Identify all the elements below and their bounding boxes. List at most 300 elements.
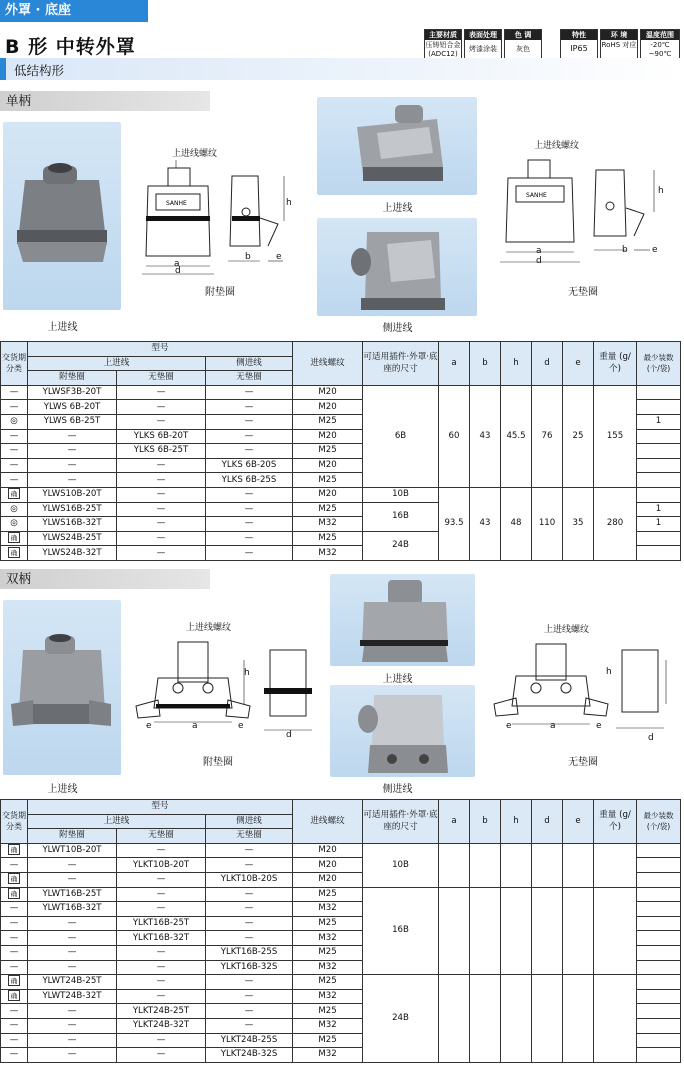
model-with-gasket: YLWT16B-32T (28, 902, 117, 917)
attr-color: 色 调 灰色 (504, 29, 542, 59)
dim-h-3: h (244, 668, 250, 678)
min-qty-cell (637, 872, 681, 887)
fit-size-cell: 24B (363, 531, 439, 560)
stock-mark: — (9, 932, 19, 943)
th-no-gasket-2: 无垫圈 (117, 829, 206, 844)
weight-cell: 280 (594, 487, 637, 560)
min-qty-cell (637, 1004, 681, 1019)
stock-mark: — (9, 445, 19, 456)
dim-h-cell: 45.5 (501, 385, 532, 487)
caption-single-top-entry: 上进线 (47, 322, 78, 333)
th-e-2: e (563, 800, 594, 844)
stock-mark: — (9, 961, 19, 972)
model-no-gasket: — (117, 385, 206, 400)
model-side-no-gasket: YLKT16B-25S (206, 945, 293, 960)
model-side-no-gasket: — (206, 444, 293, 459)
model-with-gasket: — (28, 945, 117, 960)
stock-cell (1, 902, 28, 917)
attr-material: 主要材质 压铸铝合金 (ADC12) (425, 31, 461, 58)
stock-cell (1, 931, 28, 946)
model-side-no-gasket: — (206, 502, 293, 517)
stock-cell (1, 546, 28, 561)
model-with-gasket: YLWS24B-25T (28, 531, 117, 546)
thread-cell: M20 (293, 400, 363, 415)
model-side-no-gasket: YLKT16B-32S (206, 960, 293, 975)
stock-cell (1, 487, 28, 502)
dim-d-cell (532, 975, 563, 1063)
svg-text:SANHE: SANHE (526, 192, 547, 199)
thread-cell: M20 (293, 487, 363, 502)
stock-mark: 确 (8, 873, 20, 884)
label-thread-4: 上进线螺纹 (544, 625, 590, 635)
th-e: e (563, 342, 594, 386)
thread-cell: M32 (293, 931, 363, 946)
th-d-2: d (532, 800, 563, 844)
model-with-gasket: YLWS 6B-20T (28, 400, 117, 415)
model-no-gasket: — (117, 1048, 206, 1063)
model-side-no-gasket: — (206, 916, 293, 931)
model-side-no-gasket: — (206, 385, 293, 400)
model-side-no-gasket: — (206, 517, 293, 532)
dim-h-cell (501, 975, 532, 1063)
model-side-no-gasket: — (206, 1018, 293, 1033)
stock-mark: — (9, 460, 19, 471)
fit-size-cell: 16B (363, 887, 439, 975)
fit-size-cell: 6B (363, 385, 439, 487)
photo-single-side-entry (317, 218, 477, 316)
thread-cell: M32 (293, 517, 363, 532)
th-model: 型号 (28, 342, 293, 357)
th-stock-2: 交货期分类 (1, 800, 28, 844)
model-no-gasket: — (117, 887, 206, 902)
thread-cell: M25 (293, 887, 363, 902)
model-no-gasket: YLKT10B-20T (117, 858, 206, 873)
stock-mark: 确 (8, 547, 20, 558)
fit-size-cell: 16B (363, 502, 439, 531)
thread-cell: M25 (293, 414, 363, 429)
fit-size-cell: 10B (363, 487, 439, 502)
stock-cell (1, 887, 28, 902)
model-side-no-gasket: YLKS 6B-25S (206, 473, 293, 488)
model-no-gasket: — (117, 960, 206, 975)
th-b: b (470, 342, 501, 386)
min-qty-cell (637, 843, 681, 858)
thread-cell: M25 (293, 502, 363, 517)
weight-cell: 155 (594, 385, 637, 487)
model-no-gasket: — (117, 902, 206, 917)
model-with-gasket: YLWS16B-32T (28, 517, 117, 532)
model-side-no-gasket: — (206, 887, 293, 902)
drawing-double-with-gasket (128, 620, 328, 750)
th-no-gasket-side-2: 无垫圈 (206, 829, 293, 844)
stock-cell (1, 1004, 28, 1019)
model-with-gasket: — (28, 931, 117, 946)
table-double (0, 799, 681, 1063)
thread-cell: M32 (293, 960, 363, 975)
label-thread-1: 上进线螺纹 (172, 149, 218, 159)
th-d: d (532, 342, 563, 386)
th-h-2: h (501, 800, 532, 844)
min-qty-cell (637, 487, 681, 502)
dim-b-cell: 43 (470, 487, 501, 560)
stock-mark: ◎ (10, 518, 18, 529)
dim-a-cell (439, 975, 470, 1063)
min-qty-cell (637, 429, 681, 444)
stock-cell (1, 1048, 28, 1063)
min-qty-cell (637, 975, 681, 990)
dim-h-4: h (606, 667, 612, 677)
min-qty-cell (637, 1048, 681, 1063)
model-side-no-gasket: — (206, 858, 293, 873)
model-side-no-gasket: — (206, 429, 293, 444)
th-no-gasket-side: 无垫圈 (206, 371, 293, 386)
model-no-gasket: — (117, 502, 206, 517)
dim-e-4b: e (596, 721, 602, 731)
svg-text:SANHE: SANHE (166, 200, 187, 207)
min-qty-cell (637, 1018, 681, 1033)
model-side-no-gasket: — (206, 1004, 293, 1019)
th-thread: 进线螺纹 (293, 342, 363, 386)
thread-cell: M25 (293, 444, 363, 459)
dim-b-cell: 43 (470, 385, 501, 487)
model-no-gasket: — (117, 531, 206, 546)
model-side-no-gasket: YLKS 6B-20S (206, 458, 293, 473)
model-side-no-gasket: YLKT24B-32S (206, 1048, 293, 1063)
min-qty-cell (637, 1033, 681, 1048)
stock-mark: 确 (8, 990, 20, 1001)
stock-mark: — (9, 387, 19, 398)
min-qty-cell: 1 (637, 502, 681, 517)
dim-b-cell (470, 843, 501, 887)
stock-cell (1, 1033, 28, 1048)
model-with-gasket: YLWS 6B-25T (28, 414, 117, 429)
stock-mark: — (9, 1049, 19, 1060)
stock-mark: — (9, 947, 19, 958)
min-qty-cell (637, 960, 681, 975)
model-side-no-gasket: — (206, 975, 293, 990)
stock-cell (1, 531, 28, 546)
caption-side-entry: 侧进线 (382, 323, 413, 334)
subtitle-bar (0, 58, 684, 80)
dim-e-cell (563, 975, 594, 1063)
stock-mark: 确 (8, 888, 20, 899)
stock-mark: — (9, 401, 19, 412)
model-no-gasket: — (117, 487, 206, 502)
attr-feature: 特性 IP65 (560, 29, 598, 59)
thread-cell: M20 (293, 858, 363, 873)
section-double-title: 双柄 (0, 569, 210, 589)
model-with-gasket: YLWSF3B-20T (28, 385, 117, 400)
dim-e-3b: e (238, 721, 244, 731)
th-top-2: 上进线 (28, 814, 206, 829)
model-no-gasket: YLKT24B-32T (117, 1018, 206, 1033)
dim-e-cell (563, 843, 594, 887)
thread-cell: M25 (293, 531, 363, 546)
model-no-gasket: YLKS 6B-25T (117, 444, 206, 459)
subtitle: 低结构形 (14, 63, 65, 78)
weight-cell (594, 843, 637, 887)
model-with-gasket: — (28, 1033, 117, 1048)
dim-a-cell: 60 (439, 385, 470, 487)
thread-cell: M20 (293, 429, 363, 444)
model-with-gasket: — (28, 1048, 117, 1063)
section-single-title: 单柄 (0, 91, 210, 111)
caption-top-entry-3: 上进线 (382, 674, 413, 685)
stock-cell (1, 502, 28, 517)
model-with-gasket: YLWS10B-20T (28, 487, 117, 502)
th-no-gasket: 无垫圈 (117, 371, 206, 386)
model-side-no-gasket: YLKT10B-20S (206, 872, 293, 887)
thread-cell: M25 (293, 916, 363, 931)
model-no-gasket: — (117, 945, 206, 960)
model-side-no-gasket: — (206, 414, 293, 429)
stock-cell (1, 414, 28, 429)
dim-a-cell (439, 887, 470, 975)
thread-cell: M20 (293, 872, 363, 887)
dim-h-2: h (658, 186, 664, 196)
stock-cell (1, 916, 28, 931)
dim-h-1: h (286, 198, 292, 208)
caption-double-top-entry: 上进线 (47, 784, 78, 795)
dim-d-3: d (286, 730, 292, 740)
dim-b-cell (470, 975, 501, 1063)
model-with-gasket: YLWS24B-32T (28, 546, 117, 561)
th-thread-2: 进线螺纹 (293, 800, 363, 844)
stock-cell (1, 517, 28, 532)
thread-cell: M20 (293, 385, 363, 400)
th-model-2: 型号 (28, 800, 293, 815)
thread-cell: M32 (293, 1018, 363, 1033)
dim-e-cell: 25 (563, 385, 594, 487)
model-side-no-gasket: — (206, 546, 293, 561)
model-side-no-gasket: — (206, 902, 293, 917)
dim-h-cell (501, 887, 532, 975)
model-no-gasket: YLKT16B-25T (117, 916, 206, 931)
model-no-gasket: — (117, 400, 206, 415)
stock-mark: 确 (8, 488, 20, 499)
thread-cell: M20 (293, 458, 363, 473)
thread-cell: M20 (293, 843, 363, 858)
model-with-gasket: YLWT10B-20T (28, 843, 117, 858)
dim-b-1: b (245, 252, 251, 262)
stock-cell (1, 385, 28, 400)
stock-mark: — (9, 1005, 19, 1016)
stock-mark: — (9, 918, 19, 929)
dim-d-cell: 110 (532, 487, 563, 560)
model-no-gasket: — (117, 517, 206, 532)
weight-cell (594, 887, 637, 975)
dim-d-2: d (536, 256, 542, 266)
th-weight-2: 重量 (g/个) (594, 800, 637, 844)
stock-cell (1, 843, 28, 858)
model-side-no-gasket: — (206, 531, 293, 546)
stock-mark: 确 (8, 532, 20, 543)
photo-double-side-entry (330, 685, 475, 777)
model-no-gasket: — (117, 975, 206, 990)
model-no-gasket: YLKT24B-25T (117, 1004, 206, 1019)
model-with-gasket: — (28, 916, 117, 931)
dim-e-1: e (276, 252, 282, 262)
dim-a-1: a (174, 259, 180, 269)
min-qty-cell: 1 (637, 517, 681, 532)
min-qty-cell (637, 916, 681, 931)
thread-cell: M32 (293, 546, 363, 561)
caption-top-entry-2: 上进线 (382, 203, 413, 214)
thread-cell: M32 (293, 902, 363, 917)
model-side-no-gasket: — (206, 989, 293, 1004)
th-top: 上进线 (28, 356, 206, 371)
table-row (1, 887, 681, 902)
stock-cell (1, 473, 28, 488)
dim-b-2: b (622, 245, 628, 255)
stock-cell (1, 1018, 28, 1033)
photo-double-top-entry (3, 600, 121, 775)
model-with-gasket: — (28, 473, 117, 488)
stock-mark: — (9, 430, 19, 441)
stock-mark: ◎ (10, 416, 18, 427)
model-side-no-gasket: — (206, 400, 293, 415)
min-qty-cell (637, 902, 681, 917)
thread-cell: M25 (293, 975, 363, 990)
dim-d-cell: 76 (532, 385, 563, 487)
table-row (1, 843, 681, 858)
caption-with-gasket-2: 附垫圈 (203, 757, 233, 768)
weight-cell (594, 975, 637, 1063)
table-row (1, 975, 681, 990)
stock-cell (1, 858, 28, 873)
table-row (1, 487, 681, 502)
th-b-2: b (470, 800, 501, 844)
thread-cell: M25 (293, 945, 363, 960)
dim-d-cell (532, 887, 563, 975)
thread-cell: M25 (293, 1033, 363, 1048)
stock-mark: — (9, 1020, 19, 1031)
min-qty-cell (637, 931, 681, 946)
model-no-gasket: — (117, 1033, 206, 1048)
model-no-gasket: YLKS 6B-20T (117, 429, 206, 444)
min-qty-cell (637, 473, 681, 488)
stock-cell (1, 989, 28, 1004)
min-qty-cell: 1 (637, 414, 681, 429)
min-qty-cell (637, 458, 681, 473)
model-no-gasket: — (117, 546, 206, 561)
model-no-gasket: — (117, 414, 206, 429)
dim-d-4: d (648, 733, 654, 743)
th-a: a (439, 342, 470, 386)
dim-e-cell: 35 (563, 487, 594, 560)
dim-a-4: a (550, 721, 556, 731)
model-with-gasket: YLWT16B-25T (28, 887, 117, 902)
stock-mark: — (9, 474, 19, 485)
dim-e-2: e (652, 245, 658, 255)
th-stock: 交货期分类 (1, 342, 28, 386)
min-qty-cell (637, 400, 681, 415)
dim-a-cell (439, 843, 470, 887)
fit-size-cell: 24B (363, 975, 439, 1063)
photo-double-top-entry-2 (330, 574, 475, 666)
model-no-gasket: — (117, 843, 206, 858)
model-with-gasket: YLWT24B-25T (28, 975, 117, 990)
stock-cell (1, 945, 28, 960)
stock-cell (1, 960, 28, 975)
dim-a-cell: 93.5 (439, 487, 470, 560)
stock-cell (1, 400, 28, 415)
dim-e-cell (563, 887, 594, 975)
min-qty-cell (637, 945, 681, 960)
attr-environment: 环 境 RoHS 对应 (600, 29, 638, 59)
th-a-2: a (439, 800, 470, 844)
drawing-double-no-gasket (490, 620, 680, 750)
min-qty-cell (637, 858, 681, 873)
th-fit: 可适用插件·外罩·底座的尺寸 (363, 342, 439, 386)
th-side-2: 侧进线 (206, 814, 293, 829)
dim-e-3: e (146, 721, 152, 731)
caption-no-gasket-1: 无垫圈 (568, 287, 598, 298)
attr-finish: 表面处理 烤漆涂装 (464, 29, 502, 59)
model-side-no-gasket: YLKT24B-25S (206, 1033, 293, 1048)
th-weight: 重量 (g/个) (594, 342, 637, 386)
stock-mark: 确 (8, 844, 20, 855)
caption-no-gasket-2: 无垫圈 (568, 757, 598, 768)
dim-e-4: e (506, 721, 512, 731)
min-qty-cell (637, 546, 681, 561)
caption-with-gasket-1: 附垫圈 (205, 287, 235, 298)
dim-h-cell: 48 (501, 487, 532, 560)
model-with-gasket: — (28, 858, 117, 873)
min-qty-cell (637, 385, 681, 400)
stock-mark: — (9, 859, 19, 870)
th-with-gasket: 附垫圈 (28, 371, 117, 386)
category-banner: 外罩 · 底座 (0, 0, 148, 22)
th-with-gasket-2: 附垫圈 (28, 829, 117, 844)
model-side-no-gasket: — (206, 843, 293, 858)
model-no-gasket: — (117, 473, 206, 488)
model-no-gasket: — (117, 989, 206, 1004)
model-side-no-gasket: — (206, 487, 293, 502)
th-minqty-2: 最少装数 (个/袋) (637, 800, 681, 844)
caption-side-entry-2: 侧进线 (382, 784, 413, 795)
model-no-gasket: YLKT16B-32T (117, 931, 206, 946)
model-with-gasket: — (28, 458, 117, 473)
model-with-gasket: — (28, 429, 117, 444)
photo-single-top-entry-2 (317, 97, 477, 195)
dim-b-cell (470, 887, 501, 975)
model-no-gasket: — (117, 458, 206, 473)
dim-d-cell (532, 843, 563, 887)
dim-a-2: a (536, 246, 542, 256)
photo-single-top-entry (3, 122, 121, 310)
model-side-no-gasket: — (206, 931, 293, 946)
min-qty-cell (637, 989, 681, 1004)
min-qty-cell (637, 444, 681, 459)
model-with-gasket: — (28, 1018, 117, 1033)
model-with-gasket: — (28, 1004, 117, 1019)
th-fit-2: 可适用插件·外罩·底座的尺寸 (363, 800, 439, 844)
dim-d-1: d (175, 266, 181, 276)
min-qty-cell (637, 887, 681, 902)
thread-cell: M25 (293, 473, 363, 488)
thread-cell: M32 (293, 989, 363, 1004)
th-side: 侧进线 (206, 356, 293, 371)
label-thread-3: 上进线螺纹 (186, 623, 232, 633)
thread-cell: M32 (293, 1048, 363, 1063)
stock-cell (1, 872, 28, 887)
th-h: h (501, 342, 532, 386)
attr-temperature: 温度范围 -20℃ ~90℃ (640, 29, 680, 59)
model-with-gasket: — (28, 444, 117, 459)
stock-mark: 确 (8, 975, 20, 986)
model-with-gasket: — (28, 960, 117, 975)
